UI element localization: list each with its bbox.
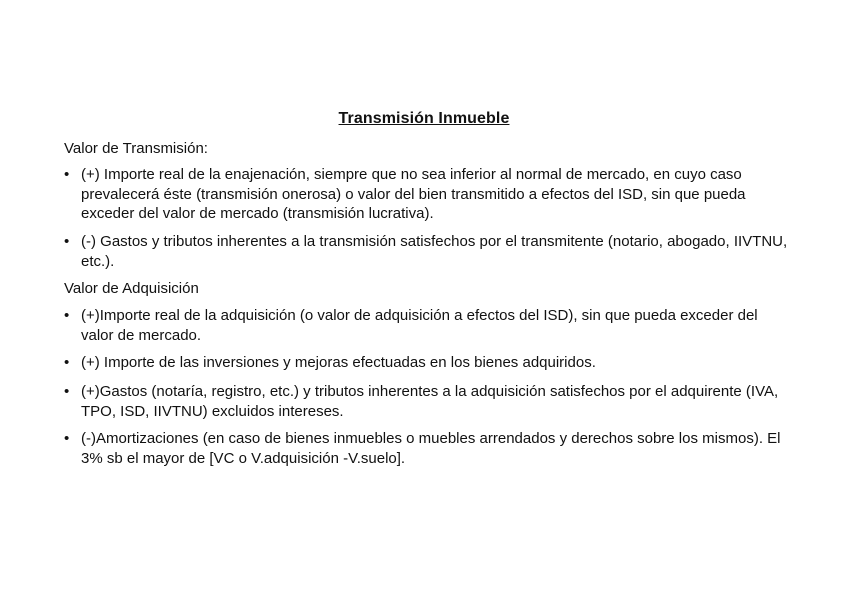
list-item (64, 306, 794, 345)
bullet-icon: • (64, 166, 70, 183)
list-item (64, 232, 794, 271)
acquisition-heading: Valor de Adquisición (64, 280, 199, 297)
list-item (64, 382, 794, 421)
list-item-text: (-)Amortizaciones (en caso de bienes inmuebles o muebles arrendados y derechos sobre los mismos). El 3% sb el mayor de [VC o V.adquisición -V.suelo]. (81, 430, 781, 467)
list-item (64, 165, 794, 224)
bullet-icon: • (64, 383, 70, 400)
transmission-heading: Valor de Transmisión: (64, 140, 208, 157)
list-item-text: (-) Gastos y tributos inherentes a la transmisión satisfechos por el transmitente (notario, abogado, IIVTNU, etc.). (81, 233, 788, 270)
list-item (64, 353, 794, 373)
bullet-icon: • (64, 354, 70, 371)
bullet-icon: • (64, 430, 70, 447)
list-item-text: (+) Importe real de la enajenación, siempre que no sea inferior al normal de mercado, en cuyo caso prevalecerá éste (transmisión onerosa) o valor del bien transmitido a efectos del ISD, sin que pueda exceder del valor de mercado (transmisión lucrativa). (81, 166, 746, 222)
page-title: Transmisión Inmueble (338, 110, 510, 127)
list-item-text: (+)Gastos (notaría, registro, etc.) y tributos inherentes a la adquisición satisfechos por el adquirente (IVA, TPO, ISD, IIVTNU) excluidos intereses. (81, 383, 779, 420)
bullet-icon: • (64, 233, 70, 250)
list-item (64, 429, 794, 468)
list-item-text: (+) Importe de las inversiones y mejoras efectuadas en los bienes adquiridos. (81, 354, 596, 371)
bullet-icon: • (64, 307, 70, 324)
list-item-text: (+)Importe real de la adquisición (o valor de adquisición a efectos del ISD), sin que pueda exceder del valor de mercado. (81, 307, 758, 344)
